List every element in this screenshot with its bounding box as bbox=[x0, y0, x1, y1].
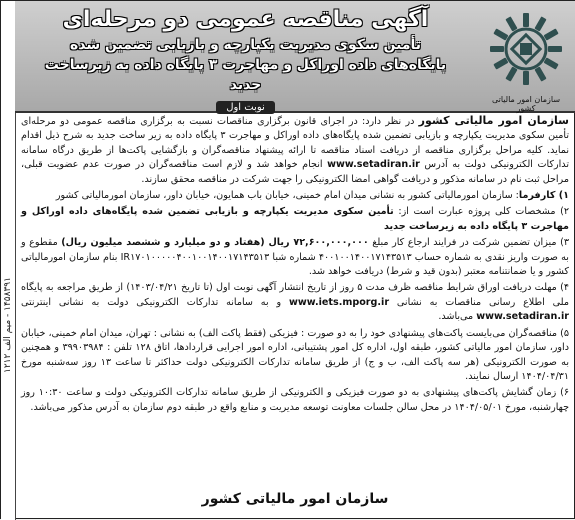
item3-text-2: مقطوع و به صورت واریز نقدی به شماره حساب ۴۰۰۱۰۰۱۴۰۰۱۷۱۴۳۵۱۳ شماره شبا IR۱۷۰۱۰۰۰۰۰۴۰۰۱۰۰۱۴۰۰۱۷۱۴۳۵۱۳ بنام سازمان امورمالیاتی کشور و یا ضمانتنامه معتبر (بدون قید و شرط) دریافت خواهد شد. bbox=[21, 237, 569, 278]
item1-label: ۱) کارفرما bbox=[518, 190, 569, 202]
signature: سازمان امور مالیاتی کشور bbox=[201, 491, 389, 507]
item2-bold: تأمین سکوی مدیریت یکپارچه و بازیابی تضمین شده پایگاه‌های داده اوراکل و مهاجرت ۳ پایگاه داده به زیرساخت جدید bbox=[21, 206, 569, 232]
ad-title: آگهی مناقصه عمومی دو مرحله‌ای bbox=[62, 7, 429, 32]
item6-text: ۶) زمان گشایش پاکت‌های پیشنهادی به دو صورت فیزیکی و الکترونیکی از طریق سامانه تدارکات الکترونیکی دولت و ساعت ۱۰:۳۰ روز چهارشنبه، مورخ ۱۴۰۴/۰۵/۰۱ در محل سالن جلسات معاونت توسعه مدیریت و منابع واقع در طبقه دوم سازمان به آدرس مذکور می‌باشد. bbox=[21, 387, 569, 413]
round-badge: نوبت اول bbox=[216, 101, 275, 114]
intro-paragraph bbox=[21, 114, 569, 187]
setad-link-2[interactable]: www.setadiran.ir bbox=[476, 311, 569, 323]
iets-link[interactable]: www.iets.mporg.ir bbox=[288, 296, 390, 308]
side-margin-strip bbox=[1, 1, 16, 520]
intro-text-2: انجام خواهد شد و لازم است مناقصه‌گران در صورت عدم عضویت قبلی، مراحل ثبت نام در سامانه مذکور و دریافت گواهی امضا الکترونیکی را جهت شرکت در مناقصه محقق سازند. bbox=[21, 159, 569, 185]
ad-subtitle-2: پایگاه‌های داده اوراکل و مهاجرت ۳ پایگاه داده به زیرساخت جدید bbox=[44, 57, 447, 93]
item-opening bbox=[21, 386, 569, 415]
ad-subtitle-1: تأمین سکوی مدیریت یکپارچه و بازیابی تضمین شده bbox=[69, 37, 422, 53]
ad-header bbox=[15, 1, 575, 113]
item-guarantee bbox=[21, 236, 569, 279]
title-block bbox=[43, 5, 448, 114]
intro-text: در نظر دارد: در اجرای قانون برگزاری مناقصات نسبت به برگزاری مناقصه عمومی دو مرحله‌ای تأمین سکوی مدیریت یکپارچه و بازیابی تضمین شده پایگاه‌های داده اوراکل و مهاجرت ۳ پایگاه داده به زیر ساخت جدید به شرح ذیل اقدام نماید. کلیه مراحل برگزاری مناقصه از دریافت اسناد مناقصه تا ارائه پیشنهاد مناقصه‌گران و بازگشایی پاکت‌ها از طریق درگاه سامانه تدارکات الکترونیکی دولت به آدرس bbox=[21, 116, 570, 171]
item5-text: ۵) مناقصه‌گران می‌بایست پاکت‌های پیشنهادی خود را به دو صورت : فیزیکی (فقط پاکت الف) به نشانی : تهران، میدان امام خمینی، خیابان داور، سازمان امور مالیاتی کشور، طبقه اول، اداره کل امور پشتیبانی، اداره امور اجرایی قراردادها، اتاق ۱۲۸ تلفن : ۳۹۹۰۳۹۸۴ و همچنین به صورت الکترونیکی (هر سه پاکت الف، ب و ج) از طریق سامانه تدارکات الکترونیکی دولت حداکثر تا ساعت ۱۳ روز سه‌شنبه مورخ ۱۴۰۴/۰۴/۳۱ ارسال نمایند. bbox=[21, 327, 569, 382]
item2-text: ۲) مشخصات کلی پروژه عبارت است از: bbox=[393, 206, 569, 218]
item-project bbox=[21, 205, 569, 234]
logo-caption: سازمان امور مالیاتی کشور bbox=[491, 95, 561, 113]
item4-text-2: و به سامانه تدارکات الکترونیکی دولت به نشانی اینترنتی bbox=[21, 296, 289, 308]
item-employer bbox=[21, 189, 569, 203]
item1-text: : سازمان امورمالیاتی کشور به نشانی میدان امام خمینی، خیابان باب همایون، خیابان داور، سازمان امورمالیاتی کشور bbox=[55, 190, 519, 202]
logo-block bbox=[483, 9, 569, 113]
setad-link[interactable]: www.setadiran.ir bbox=[327, 159, 420, 171]
item4-text-3: می‌باشد. bbox=[438, 311, 477, 323]
item-deadline bbox=[21, 281, 569, 324]
item3-amount: ۷۲,۶۰۰,۰۰۰,۰۰۰ ریال (هفتاد و دو میلیارد و ششصد میلیون ریال) bbox=[61, 237, 369, 249]
item4-text: ۴) مهلت دریافت اوراق شرایط مناقصه ظرف مدت ۵ روز از تاریخ انتشار آگهی نوبت اول (تا تاریخ ۱۴۰۳/۰۴/۲۱) از طریق مراجعه به پایگاه ملی اطلاع رسانی مناقصات به نشانی bbox=[21, 282, 569, 308]
tax-organization-emblem-icon bbox=[486, 9, 566, 89]
ad-body bbox=[21, 114, 569, 417]
intro-org: سازمان امور مالیاتی کشور bbox=[418, 114, 569, 127]
item3-text: ۳) میزان تضمین شرکت در فرایند ارجاع کار مبلغ bbox=[368, 237, 569, 249]
item-submission bbox=[21, 327, 569, 385]
side-code: ۱۴۵۸۳۹۱ - میم الف ۱۲۱۲ bbox=[3, 277, 13, 373]
